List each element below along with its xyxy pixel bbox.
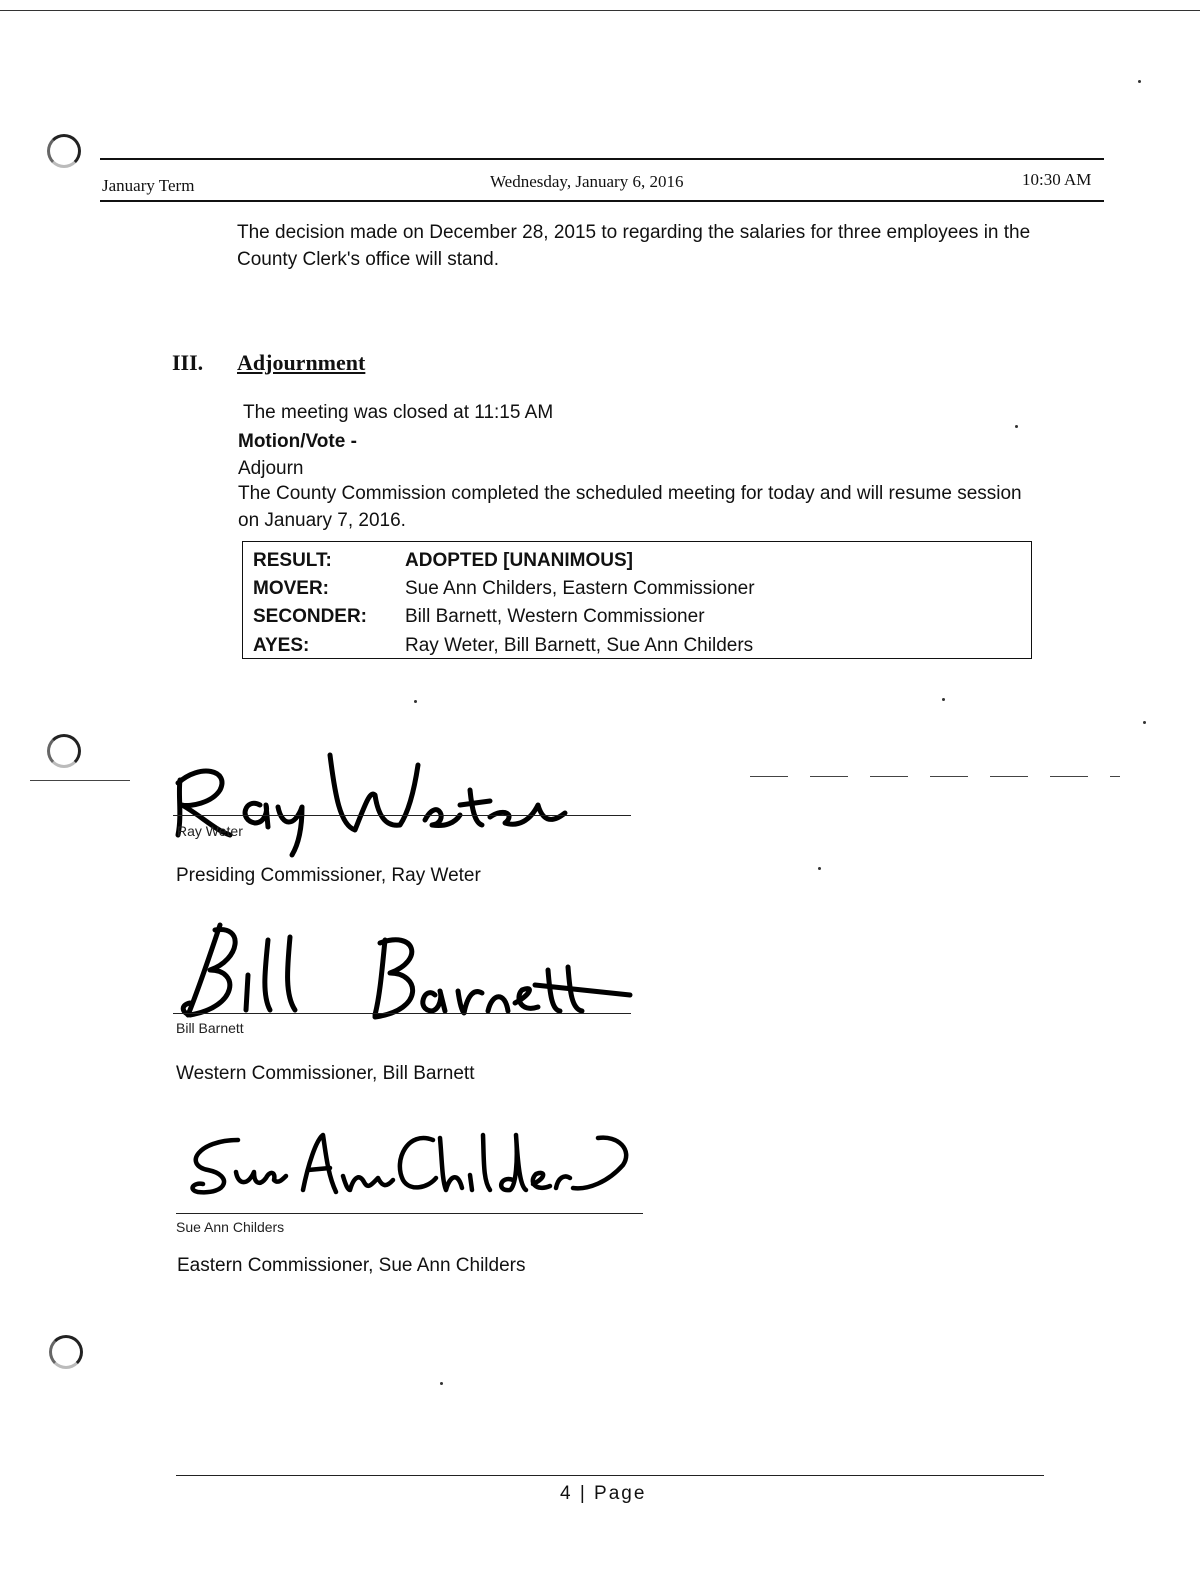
section-title: Adjournment [237, 350, 366, 375]
header-top-rule [100, 158, 1104, 160]
scan-speck [818, 867, 821, 870]
signature-bill-barnett [170, 915, 640, 1035]
mover-value: Sue Ann Childers, Eastern Commissioner [405, 578, 755, 599]
binder-hole-middle [47, 734, 81, 768]
role-3: Eastern Commissioner, Sue Ann Childers [177, 1255, 526, 1276]
scan-speck [440, 1382, 443, 1385]
printed-name-3: Sue Ann Childers [176, 1219, 285, 1235]
section-number: III. [172, 350, 204, 375]
ayes-label: AYES: [253, 635, 310, 656]
scan-speck [414, 700, 417, 703]
vote-row-mover [253, 578, 755, 607]
ayes-value: Ray Weter, Bill Barnett, Sue Ann Childers [405, 635, 754, 656]
seconder-value: Bill Barnett, Western Commissioner [405, 606, 705, 627]
session-summary: The County Commission completed the scheduled meeting for today and will resume session on January 7, 2016. [238, 483, 1022, 531]
scan-artifact [30, 780, 130, 781]
scan-speck [1143, 721, 1146, 724]
scan-speck [1138, 80, 1141, 83]
vote-row-ayes [253, 635, 753, 664]
role-2: Western Commissioner, Bill Barnett [176, 1063, 475, 1084]
scan-speck [1015, 425, 1018, 428]
binder-hole-top [47, 134, 81, 168]
signature-line-2 [173, 1013, 631, 1014]
scan-speck [942, 698, 945, 701]
vote-row-result [253, 550, 633, 579]
signature-sue-ann-childers [178, 1120, 638, 1210]
vote-row-seconder [253, 606, 705, 635]
signature-line-3 [176, 1213, 643, 1214]
mover-label: MOVER: [253, 578, 329, 599]
motion-text: Adjourn [238, 458, 304, 479]
header-date: Wednesday, January 6, 2016 [490, 172, 684, 191]
result-label: RESULT: [253, 550, 332, 571]
printed-name-2: Bill Barnett [176, 1020, 244, 1036]
continuation-paragraph: The decision made on December 28, 2015 to regarding the salaries for three employees in the County Clerk's office will stand. [237, 222, 1031, 270]
signature-ray-weter [170, 735, 590, 865]
footer-rule [176, 1475, 1044, 1476]
binder-hole-bottom [49, 1335, 83, 1369]
header-term: January Term [102, 176, 195, 195]
scan-artifact [750, 776, 1120, 777]
meeting-closed-text: The meeting was closed at 11:15 AM [243, 402, 554, 423]
motion-vote-label: Motion/Vote - [238, 431, 357, 452]
printed-name-1: Ray Weter [177, 823, 243, 839]
signature-line-1 [173, 815, 631, 816]
page-number: 4 | Page [560, 1483, 647, 1504]
header-bottom-rule [100, 200, 1104, 202]
vote-result-table [242, 541, 1032, 659]
seconder-label: SECONDER: [253, 606, 368, 627]
role-1: Presiding Commissioner, Ray Weter [176, 865, 481, 886]
header-time: 10:30 AM [1022, 170, 1092, 189]
scan-top-edge [0, 10, 1200, 11]
result-value: ADOPTED [UNANIMOUS] [405, 550, 633, 571]
